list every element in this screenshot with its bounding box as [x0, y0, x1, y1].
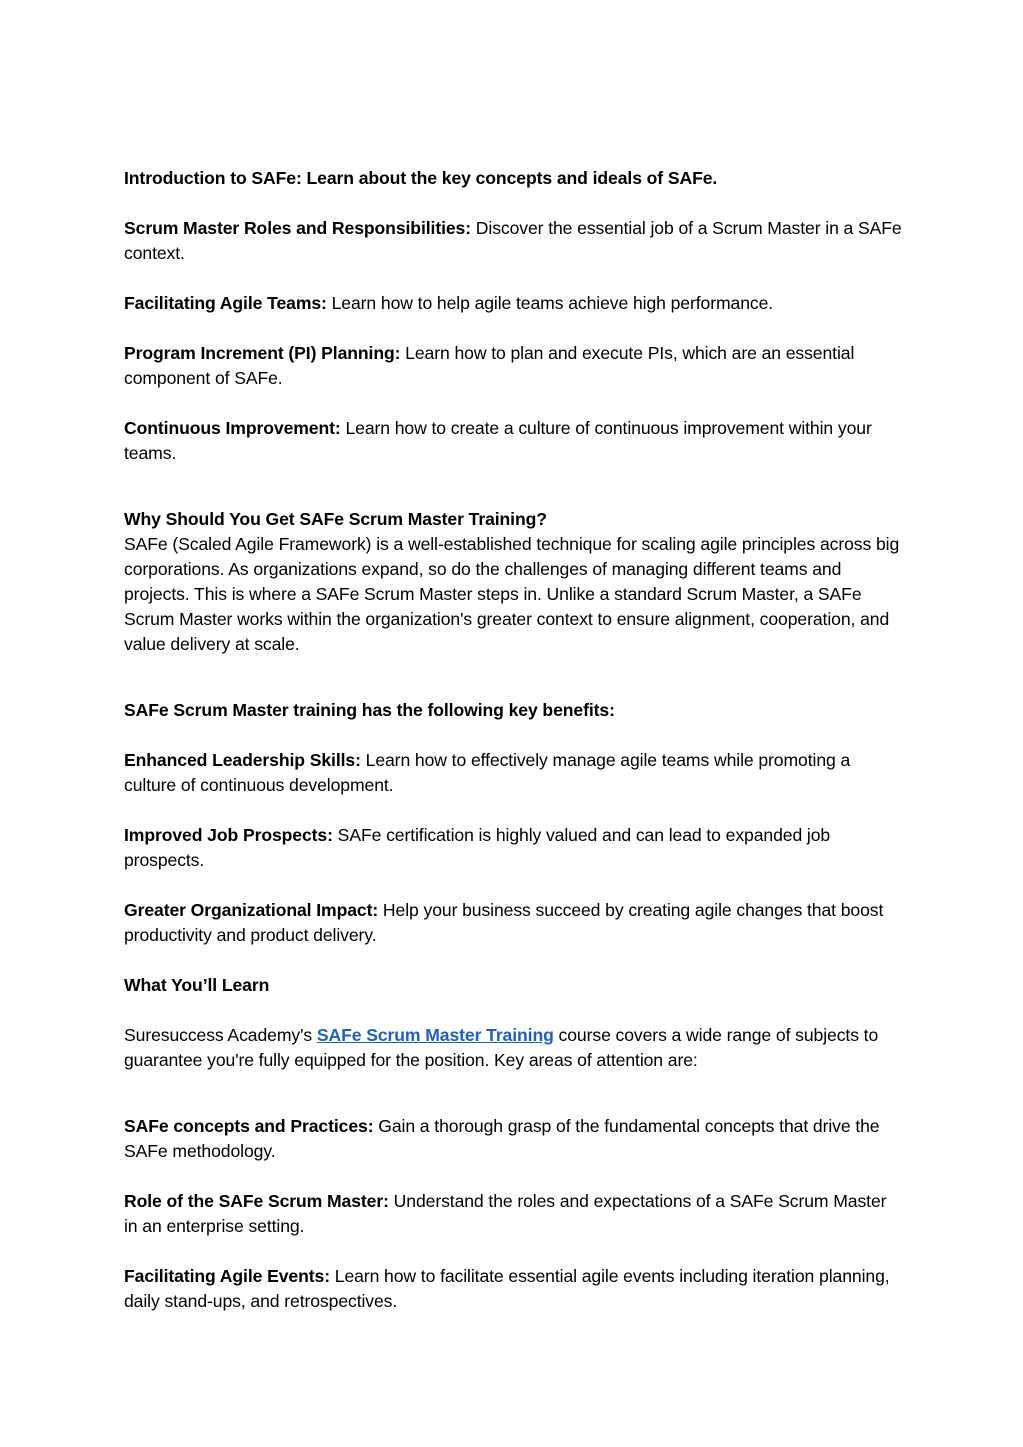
learn-intro	[124, 1023, 904, 1073]
benefit-item-organizational-impact	[124, 898, 904, 948]
why-body: SAFe (Scaled Agile Framework) is a well-established technique for scaling agile principles across big corporations. As organizations expand, so do the challenges of managing different teams and projects. This is where a SAFe Scrum Master steps in. Unlike a standard Scrum Master, a SAFe Scrum Master works within the organization's greater context to ensure alignment, cooperation, and value delivery at scale.	[124, 534, 900, 654]
intro-item-title: Facilitating Agile Teams:	[124, 293, 327, 313]
intro-item-roles	[124, 216, 904, 266]
benefit-item-title: Greater Organizational Impact:	[124, 900, 379, 920]
intro-item-text: Learn how to create a culture of continuous improvement within your teams.	[124, 418, 872, 463]
intro-item-title: Introduction to SAFe: Learn about the key concepts and ideals of SAFe.	[124, 168, 718, 188]
benefit-item-text: Learn how to effectively manage agile teams while promoting a culture of continuous development.	[124, 750, 851, 795]
learn-item-text: Understand the roles and expectations of a SAFe Scrum Master in an enterprise setting.	[124, 1191, 887, 1236]
intro-item-facilitating	[124, 291, 904, 316]
benefits-heading: SAFe Scrum Master training has the following key benefits:	[124, 700, 615, 720]
learn-item-title: SAFe concepts and Practices:	[124, 1116, 374, 1136]
benefit-item-text: Help your business succeed by creating agile changes that boost productivity and product delivery.	[124, 900, 884, 945]
benefit-item-title: Improved Job Prospects:	[124, 825, 333, 845]
safe-scrum-master-training-link[interactable]: SAFe Scrum Master Training	[316, 1025, 554, 1045]
intro-item-pi-planning	[124, 341, 904, 391]
learn-item-concepts	[124, 1114, 904, 1164]
intro-item-text: Learn how to help agile teams achieve high performance.	[326, 293, 774, 313]
intro-item-introduction	[124, 166, 904, 191]
intro-item-text: Learn how to plan and execute PIs, which are an essential component of SAFe.	[124, 343, 855, 388]
learn-item-role	[124, 1189, 904, 1239]
learn-intro-after: course covers a wide range of subjects to guarantee you're fully equipped for the position. Key areas of attention are:	[124, 1025, 879, 1070]
learn-item-title: Facilitating Agile Events:	[124, 1266, 330, 1286]
intro-item-text: Discover the essential job of a Scrum Master in a SAFe context.	[124, 218, 902, 263]
learn-item-text: Learn how to facilitate essential agile events including iteration planning, daily stand-ups, and retrospectives.	[124, 1266, 890, 1311]
benefit-item-title: Enhanced Leadership Skills:	[124, 750, 361, 770]
learn-item-text: Gain a thorough grasp of the fundamental concepts that drive the SAFe methodology.	[124, 1116, 880, 1161]
intro-item-title: Scrum Master Roles and Responsibilities:	[124, 218, 471, 238]
why-heading: Why Should You Get SAFe Scrum Master Training?	[124, 509, 547, 529]
document-page	[124, 166, 904, 1314]
benefit-item-leadership	[124, 748, 904, 798]
learn-heading: What You’ll Learn	[124, 975, 270, 995]
learn-item-title: Role of the SAFe Scrum Master:	[124, 1191, 389, 1211]
intro-item-title: Continuous Improvement:	[124, 418, 341, 438]
learn-intro-before: Suresuccess Academy's	[124, 1025, 317, 1045]
benefit-item-text: SAFe certification is highly valued and can lead to expanded job prospects.	[124, 825, 831, 870]
benefit-item-job-prospects	[124, 823, 904, 873]
learn-item-agile-events	[124, 1264, 904, 1314]
intro-item-continuous-improvement	[124, 416, 904, 466]
intro-item-title: Program Increment (PI) Planning:	[124, 343, 401, 363]
